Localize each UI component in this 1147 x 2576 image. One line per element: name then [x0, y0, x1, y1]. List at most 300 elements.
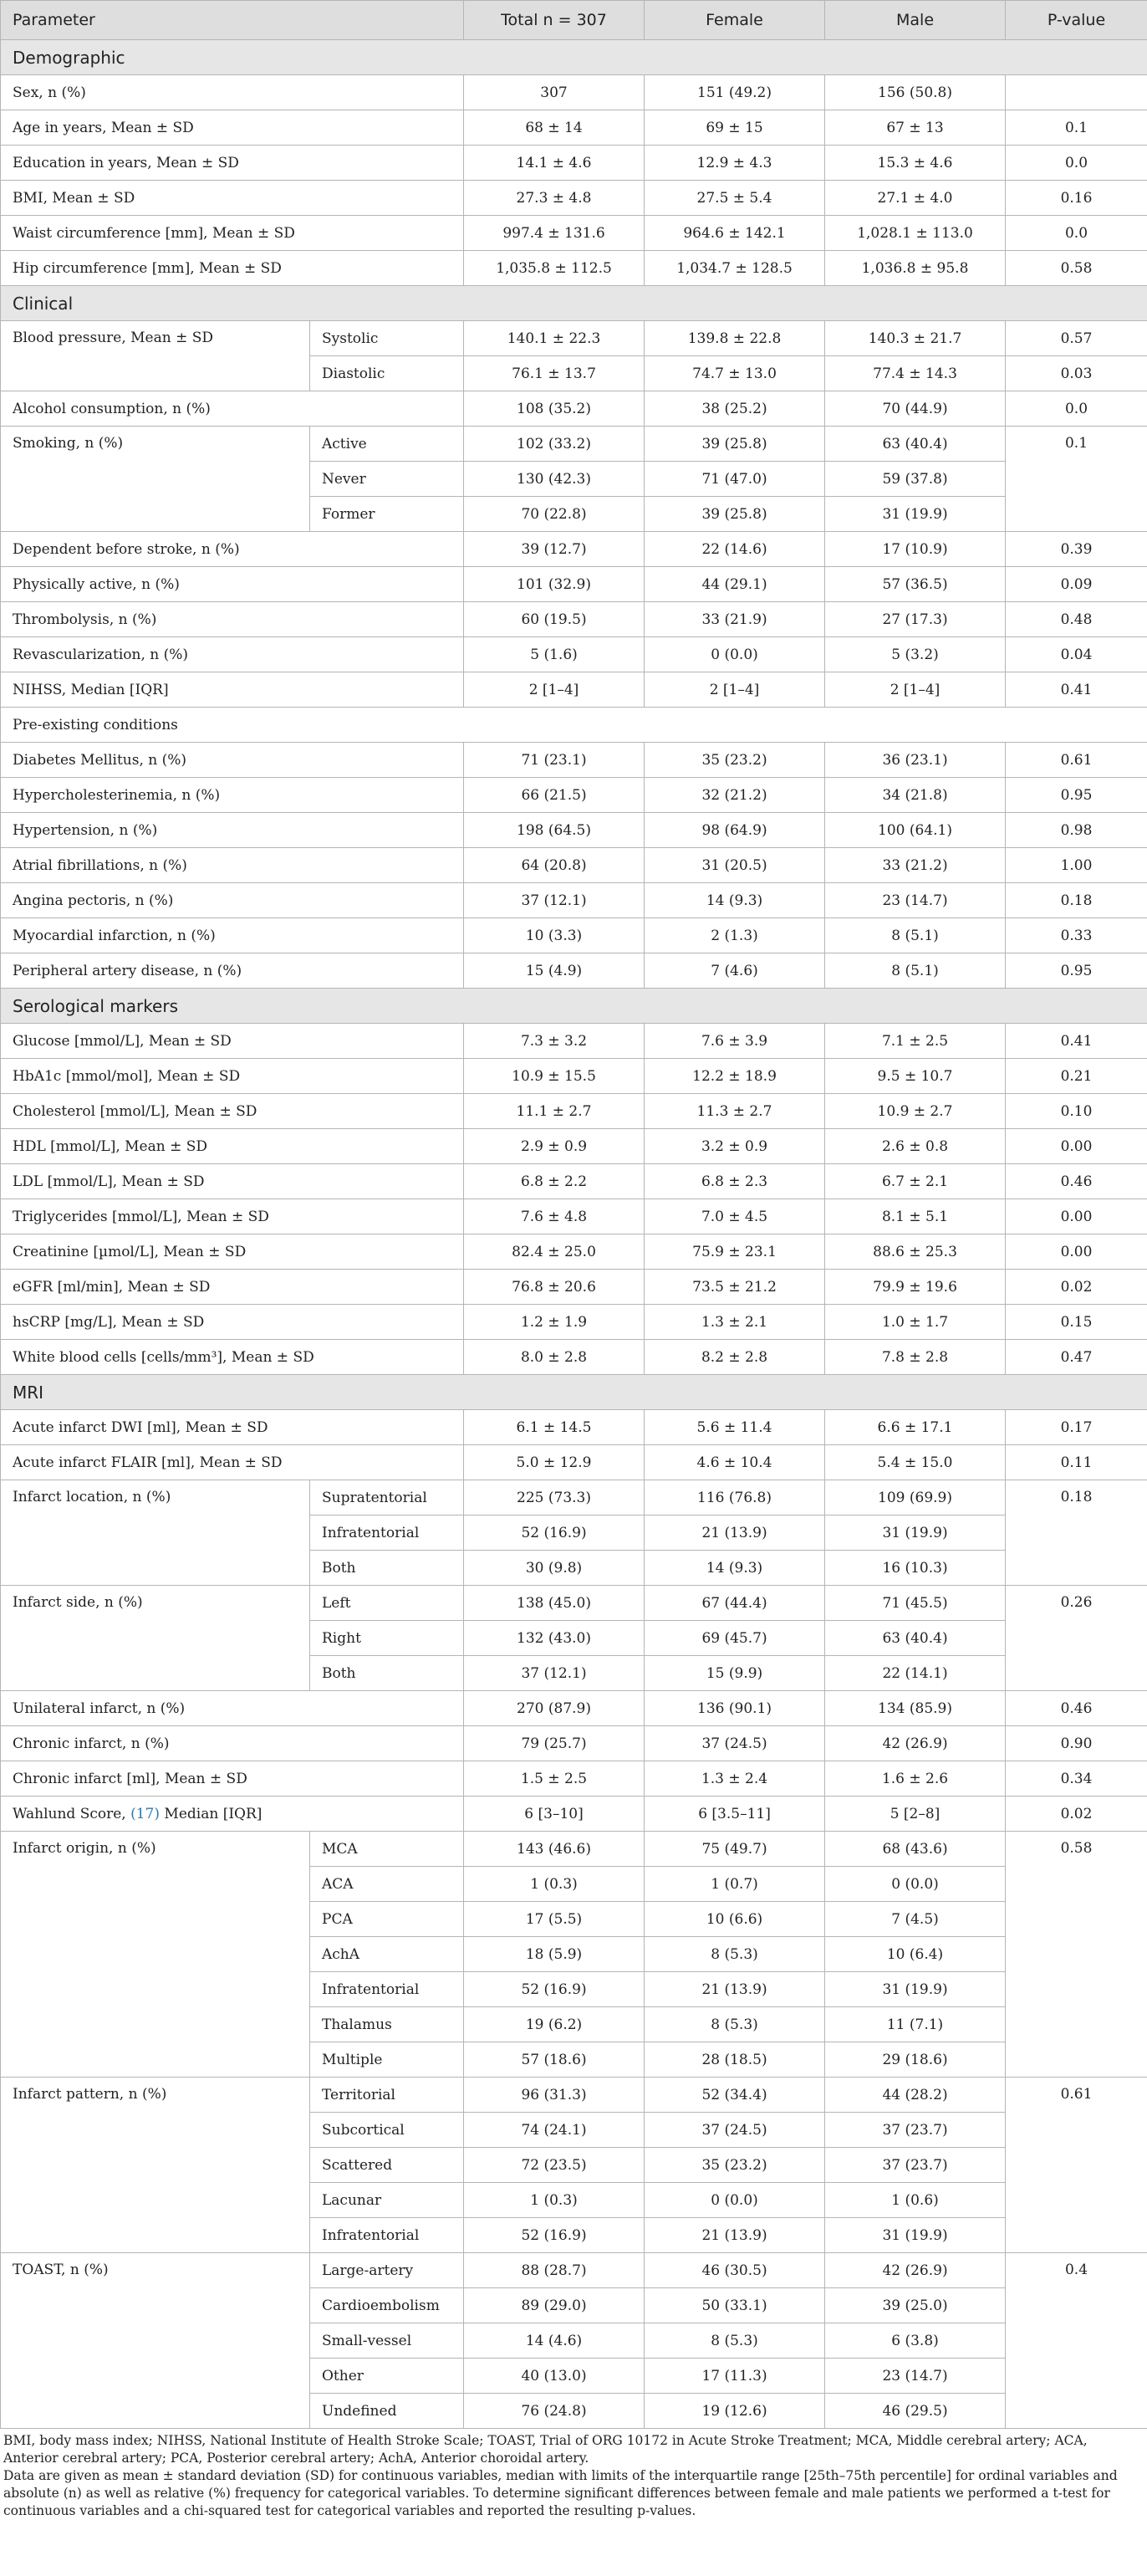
cell-male: 31 (19.9): [825, 1972, 1006, 2007]
row-sublabel: Right: [310, 1621, 464, 1656]
cell-p-value: 0.58: [1006, 251, 1147, 286]
row-sublabel: Left: [310, 1586, 464, 1621]
cell-male: 37 (23.7): [825, 2148, 1006, 2183]
cell-male: 44 (28.2): [825, 2078, 1006, 2113]
cell-total: 2 [1–4]: [464, 672, 645, 708]
table-row: [1, 532, 1147, 567]
cell-female: 44 (29.1): [645, 567, 825, 602]
cell-female: 136 (90.1): [645, 1691, 825, 1726]
table-row: [1, 1586, 1147, 1621]
cell-female: 4.6 ± 10.4: [645, 1445, 825, 1480]
row-label: eGFR [ml/min], Mean ± SD: [1, 1270, 464, 1305]
row-label: HDL [mmol/L], Mean ± SD: [1, 1129, 464, 1164]
cell-p-value: 0.41: [1006, 672, 1147, 708]
cell-total: 19 (6.2): [464, 2007, 645, 2042]
cell-total: 198 (64.5): [464, 813, 645, 848]
cell-female: 67 (44.4): [645, 1586, 825, 1621]
table-row: [1, 146, 1147, 181]
row-sublabel: Lacunar: [310, 2183, 464, 2218]
cell-total: 140.1 ± 22.3: [464, 321, 645, 356]
table-row: [1, 1234, 1147, 1270]
row-label: Infarct pattern, n (%): [1, 2078, 310, 2253]
table-row: [1, 953, 1147, 989]
cell-p-value: 0.98: [1006, 813, 1147, 848]
cell-p-value: 0.00: [1006, 1129, 1147, 1164]
row-label: Acute infarct FLAIR [ml], Mean ± SD: [1, 1445, 464, 1480]
table-row: [1, 1340, 1147, 1375]
cell-female: 11.3 ± 2.7: [645, 1094, 825, 1129]
cell-male: 37 (23.7): [825, 2113, 1006, 2148]
table-body: [1, 40, 1147, 2429]
row-label: Angina pectoris, n (%): [1, 883, 464, 918]
cell-male: 17 (10.9): [825, 532, 1006, 567]
cell-total: 71 (23.1): [464, 743, 645, 778]
cell-male: 68 (43.6): [825, 1832, 1006, 1867]
cell-total: 52 (16.9): [464, 2218, 645, 2253]
cell-female: 8 (5.3): [645, 2323, 825, 2359]
cell-male: 8 (5.1): [825, 953, 1006, 989]
cell-male: 140.3 ± 21.7: [825, 321, 1006, 356]
row-sublabel: Diastolic: [310, 356, 464, 391]
cell-male: 2.6 ± 0.8: [825, 1129, 1006, 1164]
table-row: [1, 1480, 1147, 1515]
row-sublabel: Large-artery: [310, 2253, 464, 2288]
cell-total: 997.4 ± 131.6: [464, 216, 645, 251]
cell-p-value: 0.39: [1006, 532, 1147, 567]
cell-male: 8.1 ± 5.1: [825, 1199, 1006, 1234]
cell-total: 11.1 ± 2.7: [464, 1094, 645, 1129]
cell-male: 23 (14.7): [825, 2359, 1006, 2394]
cell-total: 40 (13.0): [464, 2359, 645, 2394]
cell-total: 52 (16.9): [464, 1515, 645, 1551]
cell-total: 1,035.8 ± 112.5: [464, 251, 645, 286]
row-sublabel: Scattered: [310, 2148, 464, 2183]
cell-total: 37 (12.1): [464, 1656, 645, 1691]
table-row: [1, 1797, 1147, 1832]
cell-female: 116 (76.8): [645, 1480, 825, 1515]
cell-male: 5.4 ± 15.0: [825, 1445, 1006, 1480]
cell-female: 1,034.7 ± 128.5: [645, 251, 825, 286]
cell-female: 14 (9.3): [645, 883, 825, 918]
table-row: [1, 1024, 1147, 1059]
cell-female: 7.0 ± 4.5: [645, 1199, 825, 1234]
cell-female: 28 (18.5): [645, 2042, 825, 2078]
cell-male: 7.8 ± 2.8: [825, 1340, 1006, 1375]
row-label: Myocardial infarction, n (%): [1, 918, 464, 953]
row-label: Diabetes Mellitus, n (%): [1, 743, 464, 778]
table-row: [1, 1832, 1147, 1867]
cell-total: 1 (0.3): [464, 1867, 645, 1902]
cell-total: 1 (0.3): [464, 2183, 645, 2218]
cell-total: 8.0 ± 2.8: [464, 1340, 645, 1375]
cell-male: 1,036.8 ± 95.8: [825, 251, 1006, 286]
cell-male: 0 (0.0): [825, 1867, 1006, 1902]
cell-female: 1 (0.7): [645, 1867, 825, 1902]
row-sublabel: Never: [310, 462, 464, 497]
cell-female: 31 (20.5): [645, 848, 825, 883]
table-row: [1, 1691, 1147, 1726]
cell-p-value: 0.0: [1006, 146, 1147, 181]
row-label-suffix: Median [IQR]: [160, 1805, 263, 1822]
cell-male: 6 (3.8): [825, 2323, 1006, 2359]
row-label: Cholesterol [mmol/L], Mean ± SD: [1, 1094, 464, 1129]
cell-total: 60 (19.5): [464, 602, 645, 637]
cell-p-value: 0.95: [1006, 953, 1147, 989]
row-sublabel: Other: [310, 2359, 464, 2394]
cell-p-value: [1006, 75, 1147, 110]
table-row: [1, 321, 1147, 356]
cell-p-value: 0.18: [1006, 1480, 1147, 1586]
cell-p-value: 0.1: [1006, 427, 1147, 532]
table-row: [1, 251, 1147, 286]
cell-p-value: 0.58: [1006, 1832, 1147, 2078]
cell-male: 27 (17.3): [825, 602, 1006, 637]
cell-total: 130 (42.3): [464, 462, 645, 497]
cell-female: 73.5 ± 21.2: [645, 1270, 825, 1305]
cell-male: 6.6 ± 17.1: [825, 1410, 1006, 1445]
cell-total: 7.3 ± 3.2: [464, 1024, 645, 1059]
cell-p-value: 0.95: [1006, 778, 1147, 813]
cell-total: 1.5 ± 2.5: [464, 1761, 645, 1797]
cell-p-value: 0.02: [1006, 1797, 1147, 1832]
table-row: [1, 813, 1147, 848]
row-label: Creatinine [µmol/L], Mean ± SD: [1, 1234, 464, 1270]
cell-total: 64 (20.8): [464, 848, 645, 883]
cell-total: 74 (24.1): [464, 2113, 645, 2148]
row-label: Hip circumference [mm], Mean ± SD: [1, 251, 464, 286]
row-label: Alcohol consumption, n (%): [1, 391, 464, 427]
cell-female: 5.6 ± 11.4: [645, 1410, 825, 1445]
cell-p-value: 0.26: [1006, 1586, 1147, 1691]
cell-male: 42 (26.9): [825, 1726, 1006, 1761]
row-label: Waist circumference [mm], Mean ± SD: [1, 216, 464, 251]
cell-male: 1.6 ± 2.6: [825, 1761, 1006, 1797]
row-sublabel: MCA: [310, 1832, 464, 1867]
cell-female: 21 (13.9): [645, 1515, 825, 1551]
cell-p-value: 0.09: [1006, 567, 1147, 602]
row-label: Triglycerides [mmol/L], Mean ± SD: [1, 1199, 464, 1234]
header-p-value: P-value: [1006, 1, 1147, 40]
cell-female: 0 (0.0): [645, 2183, 825, 2218]
cell-p-value: 0.10: [1006, 1094, 1147, 1129]
cell-total: 132 (43.0): [464, 1621, 645, 1656]
row-label: Infarct side, n (%): [1, 1586, 310, 1691]
cell-total: 30 (9.8): [464, 1551, 645, 1586]
cell-p-value: 0.48: [1006, 602, 1147, 637]
cell-p-value: 0.16: [1006, 181, 1147, 216]
table-row: [1, 1761, 1147, 1797]
cell-female: 46 (30.5): [645, 2253, 825, 2288]
cell-female: 27.5 ± 5.4: [645, 181, 825, 216]
cell-total: 1.2 ± 1.9: [464, 1305, 645, 1340]
reference-link[interactable]: (17): [130, 1805, 161, 1822]
row-label: Unilateral infarct, n (%): [1, 1691, 464, 1726]
table-row: [1, 1199, 1147, 1234]
row-label: Chronic infarct [ml], Mean ± SD: [1, 1761, 464, 1797]
cell-female: 8.2 ± 2.8: [645, 1340, 825, 1375]
cell-female: 10 (6.6): [645, 1902, 825, 1937]
table-row: [1, 1270, 1147, 1305]
table-row: [1, 2253, 1147, 2288]
row-label: Blood pressure, Mean ± SD: [1, 321, 310, 391]
row-label: Age in years, Mean ± SD: [1, 110, 464, 146]
cell-p-value: 0.18: [1006, 883, 1147, 918]
cell-male: 11 (7.1): [825, 2007, 1006, 2042]
cell-female: 22 (14.6): [645, 532, 825, 567]
row-label: Revascularization, n (%): [1, 637, 464, 672]
cell-female: 39 (25.8): [645, 497, 825, 532]
cell-p-value: 0.03: [1006, 356, 1147, 391]
row-sublabel: ACA: [310, 1867, 464, 1902]
row-label: Thrombolysis, n (%): [1, 602, 464, 637]
section-title: Serological markers: [1, 989, 1147, 1024]
row-sublabel: Subcortical: [310, 2113, 464, 2148]
cell-total: 15 (4.9): [464, 953, 645, 989]
cell-total: 79 (25.7): [464, 1726, 645, 1761]
row-label: Hypertension, n (%): [1, 813, 464, 848]
cell-male: 33 (21.2): [825, 848, 1006, 883]
row-sublabel: Systolic: [310, 321, 464, 356]
cell-p-value: 0.61: [1006, 743, 1147, 778]
cell-male: 63 (40.4): [825, 427, 1006, 462]
subsection-title: Pre-existing conditions: [1, 708, 1147, 743]
cell-female: 14 (9.3): [645, 1551, 825, 1586]
cell-female: 6.8 ± 2.3: [645, 1164, 825, 1199]
cell-male: 31 (19.9): [825, 497, 1006, 532]
row-label: HbA1c [mmol/mol], Mean ± SD: [1, 1059, 464, 1094]
footnote-methods: Data are given as mean ± standard deviation (SD) for continuous variables, median with limits of the interquartile range [25th–75th percentile] for ordinal variables and absolute (n) as well as relative (%) frequency for categorical variables. To determine significant differences between female and male patients we performed a t-test for continuous variables and a chi-squared test for categorical variables and reported the resulting p-values.: [3, 2468, 1118, 2518]
cell-female: 35 (23.2): [645, 743, 825, 778]
cell-male: 63 (40.4): [825, 1621, 1006, 1656]
table-row: [1, 216, 1147, 251]
cell-total: 108 (35.2): [464, 391, 645, 427]
cell-total: 18 (5.9): [464, 1937, 645, 1972]
cell-total: 57 (18.6): [464, 2042, 645, 2078]
cell-male: 9.5 ± 10.7: [825, 1059, 1006, 1094]
cell-total: 143 (46.6): [464, 1832, 645, 1867]
cell-female: 8 (5.3): [645, 2007, 825, 2042]
table-row: [1, 181, 1147, 216]
cell-male: 5 (3.2): [825, 637, 1006, 672]
cell-female: 69 (45.7): [645, 1621, 825, 1656]
row-sublabel: Territorial: [310, 2078, 464, 2113]
cell-p-value: 0.46: [1006, 1164, 1147, 1199]
cell-female: 151 (49.2): [645, 75, 825, 110]
cell-female: 50 (33.1): [645, 2288, 825, 2323]
cell-male: 15.3 ± 4.6: [825, 146, 1006, 181]
cell-male: 100 (64.1): [825, 813, 1006, 848]
cell-p-value: 1.00: [1006, 848, 1147, 883]
cell-total: 88 (28.7): [464, 2253, 645, 2288]
section-header-row: [1, 40, 1147, 75]
cell-male: 1.0 ± 1.7: [825, 1305, 1006, 1340]
cell-male: 134 (85.9): [825, 1691, 1006, 1726]
cell-female: 37 (24.5): [645, 2113, 825, 2148]
cell-male: 59 (37.8): [825, 462, 1006, 497]
table-footnotes: [0, 2429, 1147, 2520]
header-female: Female: [645, 1, 825, 40]
table-row: [1, 883, 1147, 918]
row-label: Atrial fibrillations, n (%): [1, 848, 464, 883]
section-header-row: [1, 1375, 1147, 1410]
row-label: [1, 1797, 464, 1832]
cell-female: 8 (5.3): [645, 1937, 825, 1972]
row-sublabel: Cardioembolism: [310, 2288, 464, 2323]
row-sublabel: Both: [310, 1656, 464, 1691]
cell-female: 1.3 ± 2.4: [645, 1761, 825, 1797]
cell-total: 14.1 ± 4.6: [464, 146, 645, 181]
cell-female: 69 ± 15: [645, 110, 825, 146]
header-male: Male: [825, 1, 1006, 40]
cell-male: 5 [2–8]: [825, 1797, 1006, 1832]
cell-p-value: 0.46: [1006, 1691, 1147, 1726]
table-row: [1, 1726, 1147, 1761]
cell-p-value: 0.17: [1006, 1410, 1147, 1445]
cell-total: 68 ± 14: [464, 110, 645, 146]
cell-total: 17 (5.5): [464, 1902, 645, 1937]
row-label: Sex, n (%): [1, 75, 464, 110]
cell-total: 66 (21.5): [464, 778, 645, 813]
cell-p-value: 0.00: [1006, 1234, 1147, 1270]
table-row: [1, 75, 1147, 110]
cell-p-value: 0.4: [1006, 2253, 1147, 2429]
row-sublabel: Undefined: [310, 2394, 464, 2429]
cell-male: 109 (69.9): [825, 1480, 1006, 1515]
cell-female: 98 (64.9): [645, 813, 825, 848]
cell-male: 39 (25.0): [825, 2288, 1006, 2323]
cell-female: 71 (47.0): [645, 462, 825, 497]
cell-female: 12.2 ± 18.9: [645, 1059, 825, 1094]
cell-male: 10 (6.4): [825, 1937, 1006, 1972]
cell-p-value: 0.61: [1006, 2078, 1147, 2253]
table-row: [1, 1305, 1147, 1340]
row-sublabel: Infratentorial: [310, 1515, 464, 1551]
row-sublabel: Supratentorial: [310, 1480, 464, 1515]
row-sublabel: Multiple: [310, 2042, 464, 2078]
cell-male: 31 (19.9): [825, 1515, 1006, 1551]
table-row: [1, 1059, 1147, 1094]
section-header-row: [1, 989, 1147, 1024]
cell-female: 52 (34.4): [645, 2078, 825, 2113]
cell-p-value: 0.11: [1006, 1445, 1147, 1480]
cell-male: 36 (23.1): [825, 743, 1006, 778]
cell-male: 16 (10.3): [825, 1551, 1006, 1586]
row-label: NIHSS, Median [IQR]: [1, 672, 464, 708]
cell-male: 79.9 ± 19.6: [825, 1270, 1006, 1305]
row-label: Education in years, Mean ± SD: [1, 146, 464, 181]
row-sublabel: Former: [310, 497, 464, 532]
cell-total: 7.6 ± 4.8: [464, 1199, 645, 1234]
cell-total: 307: [464, 75, 645, 110]
cell-total: 76.1 ± 13.7: [464, 356, 645, 391]
cell-female: 21 (13.9): [645, 1972, 825, 2007]
cell-total: 225 (73.3): [464, 1480, 645, 1515]
cell-male: 77.4 ± 14.3: [825, 356, 1006, 391]
row-label: Acute infarct DWI [ml], Mean ± SD: [1, 1410, 464, 1445]
cell-male: 71 (45.5): [825, 1586, 1006, 1621]
cell-male: 2 [1–4]: [825, 672, 1006, 708]
cell-total: 72 (23.5): [464, 2148, 645, 2183]
table-row: [1, 2078, 1147, 2113]
cell-male: 88.6 ± 25.3: [825, 1234, 1006, 1270]
cell-male: 7.1 ± 2.5: [825, 1024, 1006, 1059]
section-title: Demographic: [1, 40, 1147, 75]
cell-male: 31 (19.9): [825, 2218, 1006, 2253]
cell-total: 102 (33.2): [464, 427, 645, 462]
header-parameter: Parameter: [1, 1, 464, 40]
table-row: [1, 672, 1147, 708]
cell-p-value: 0.90: [1006, 1726, 1147, 1761]
table-row: [1, 1164, 1147, 1199]
row-label: BMI, Mean ± SD: [1, 181, 464, 216]
cell-total: 138 (45.0): [464, 1586, 645, 1621]
row-sublabel: Both: [310, 1551, 464, 1586]
table-row: [1, 743, 1147, 778]
row-sublabel: Infratentorial: [310, 2218, 464, 2253]
table-row: [1, 778, 1147, 813]
header-row: [1, 1, 1147, 40]
cell-male: 34 (21.8): [825, 778, 1006, 813]
table-row: [1, 1094, 1147, 1129]
cell-female: 37 (24.5): [645, 1726, 825, 1761]
table-row: [1, 848, 1147, 883]
cell-total: 6.1 ± 14.5: [464, 1410, 645, 1445]
row-label: White blood cells [cells/mm³], Mean ± SD: [1, 1340, 464, 1375]
cell-male: 70 (44.9): [825, 391, 1006, 427]
cell-total: 37 (12.1): [464, 883, 645, 918]
table-row: [1, 427, 1147, 462]
cell-female: 17 (11.3): [645, 2359, 825, 2394]
cell-p-value: 0.04: [1006, 637, 1147, 672]
cell-female: 6 [3.5–11]: [645, 1797, 825, 1832]
cell-male: 22 (14.1): [825, 1656, 1006, 1691]
table-row: [1, 1129, 1147, 1164]
row-sublabel: PCA: [310, 1902, 464, 1937]
cell-p-value: 0.41: [1006, 1024, 1147, 1059]
cell-male: 42 (26.9): [825, 2253, 1006, 2288]
cell-total: 270 (87.9): [464, 1691, 645, 1726]
row-label: Smoking, n (%): [1, 427, 310, 532]
table-row: [1, 1410, 1147, 1445]
row-label-text: Wahlund Score,: [13, 1805, 131, 1822]
cell-male: 57 (36.5): [825, 567, 1006, 602]
cell-female: 38 (25.2): [645, 391, 825, 427]
cell-total: 10 (3.3): [464, 918, 645, 953]
footnote-abbreviations: BMI, body mass index; NIHSS, National Institute of Health Stroke Scale; TOAST, Trial of ORG 10172 in Acute Stroke Treatment; MCA, Middle cerebral artery; ACA, Anterior cerebral artery; PCA, Posterior cerebral artery; AchA, Anterior choroidal artery.: [3, 2433, 1088, 2466]
cell-male: 29 (18.6): [825, 2042, 1006, 2078]
cell-total: 52 (16.9): [464, 1972, 645, 2007]
cell-female: 39 (25.8): [645, 427, 825, 462]
cell-female: 2 [1–4]: [645, 672, 825, 708]
row-label: Peripheral artery disease, n (%): [1, 953, 464, 989]
cell-p-value: 0.02: [1006, 1270, 1147, 1305]
cell-p-value: 0.15: [1006, 1305, 1147, 1340]
row-label: Dependent before stroke, n (%): [1, 532, 464, 567]
table-row: [1, 567, 1147, 602]
cell-female: 32 (21.2): [645, 778, 825, 813]
cell-total: 82.4 ± 25.0: [464, 1234, 645, 1270]
cell-male: 6.7 ± 2.1: [825, 1164, 1006, 1199]
cell-female: 75.9 ± 23.1: [645, 1234, 825, 1270]
section-title: MRI: [1, 1375, 1147, 1410]
cell-male: 10.9 ± 2.7: [825, 1094, 1006, 1129]
cell-female: 0 (0.0): [645, 637, 825, 672]
cell-male: 1 (0.6): [825, 2183, 1006, 2218]
row-sublabel: Thalamus: [310, 2007, 464, 2042]
cell-male: 7 (4.5): [825, 1902, 1006, 1937]
cell-p-value: 0.21: [1006, 1059, 1147, 1094]
row-sublabel: Small-vessel: [310, 2323, 464, 2359]
